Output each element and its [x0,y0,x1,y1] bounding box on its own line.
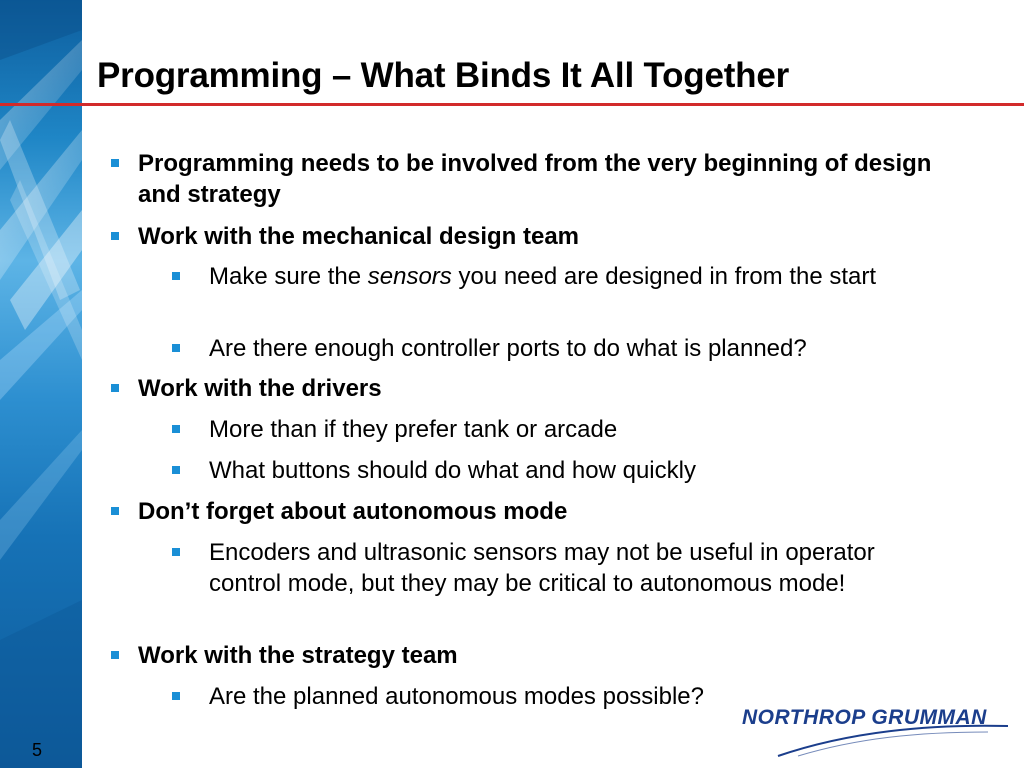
bullet-item [138,496,968,527]
sub-bullet-text-prefix: Make sure the [209,263,368,290]
sub-bullet-text: What buttons should do what and how quickly [209,457,696,484]
sub-bullet-marker [172,344,180,352]
bullet-text: Work with the drivers [138,375,382,402]
sub-bullet-text: More than if they prefer tank or arcade [209,416,618,443]
bullet-marker [111,232,119,240]
sub-bullet-item [209,333,969,364]
sub-bullet-marker [172,548,180,556]
sub-bullet-item [209,537,909,599]
title-divider [0,103,1024,106]
slide-number: 5 [32,740,43,760]
bullet-item [138,373,968,404]
bullet-item [138,148,968,210]
sub-bullet-marker [172,466,180,474]
sub-bullet-item [209,455,969,486]
bullet-item [138,221,968,252]
sub-bullet-item [209,414,969,445]
bullet-text: Don’t forget about autonomous mode [138,498,568,525]
decorative-side-panel [0,0,82,768]
sub-bullet-text-emphasis: sensors [367,263,452,290]
sub-bullet-text: Encoders and ultrasonic sensors may not be useful in operator control mode, but they may be critical to autonomous mode! [209,539,875,597]
bullet-text: Programming needs to be involved from the very beginning of design and strategy [138,150,932,208]
slide-title: Programming – What Binds It All Together [97,56,790,95]
sub-bullet-text: Are the planned autonomous modes possible? [209,683,704,710]
company-logo [738,706,1010,760]
sub-bullet-marker [172,692,180,700]
bullet-marker [111,651,119,659]
bullet-text: Work with the strategy team [138,642,458,669]
sub-bullet-text: Are there enough controller ports to do what is planned? [209,335,807,362]
logo-wordmark: NORTHROP GRUMMAN [742,706,987,729]
bullet-marker [111,384,119,392]
bullet-item [138,640,968,671]
sub-bullet-marker [172,425,180,433]
bullet-marker [111,159,119,167]
sub-bullet-text-suffix: you need are designed in from the start [451,263,877,290]
sub-bullet-marker [172,272,180,280]
sub-bullet-item [209,261,969,292]
bullet-marker [111,507,119,515]
bullet-text: Work with the mechanical design team [138,223,579,250]
abstract-light-streaks-graphic [0,0,82,768]
